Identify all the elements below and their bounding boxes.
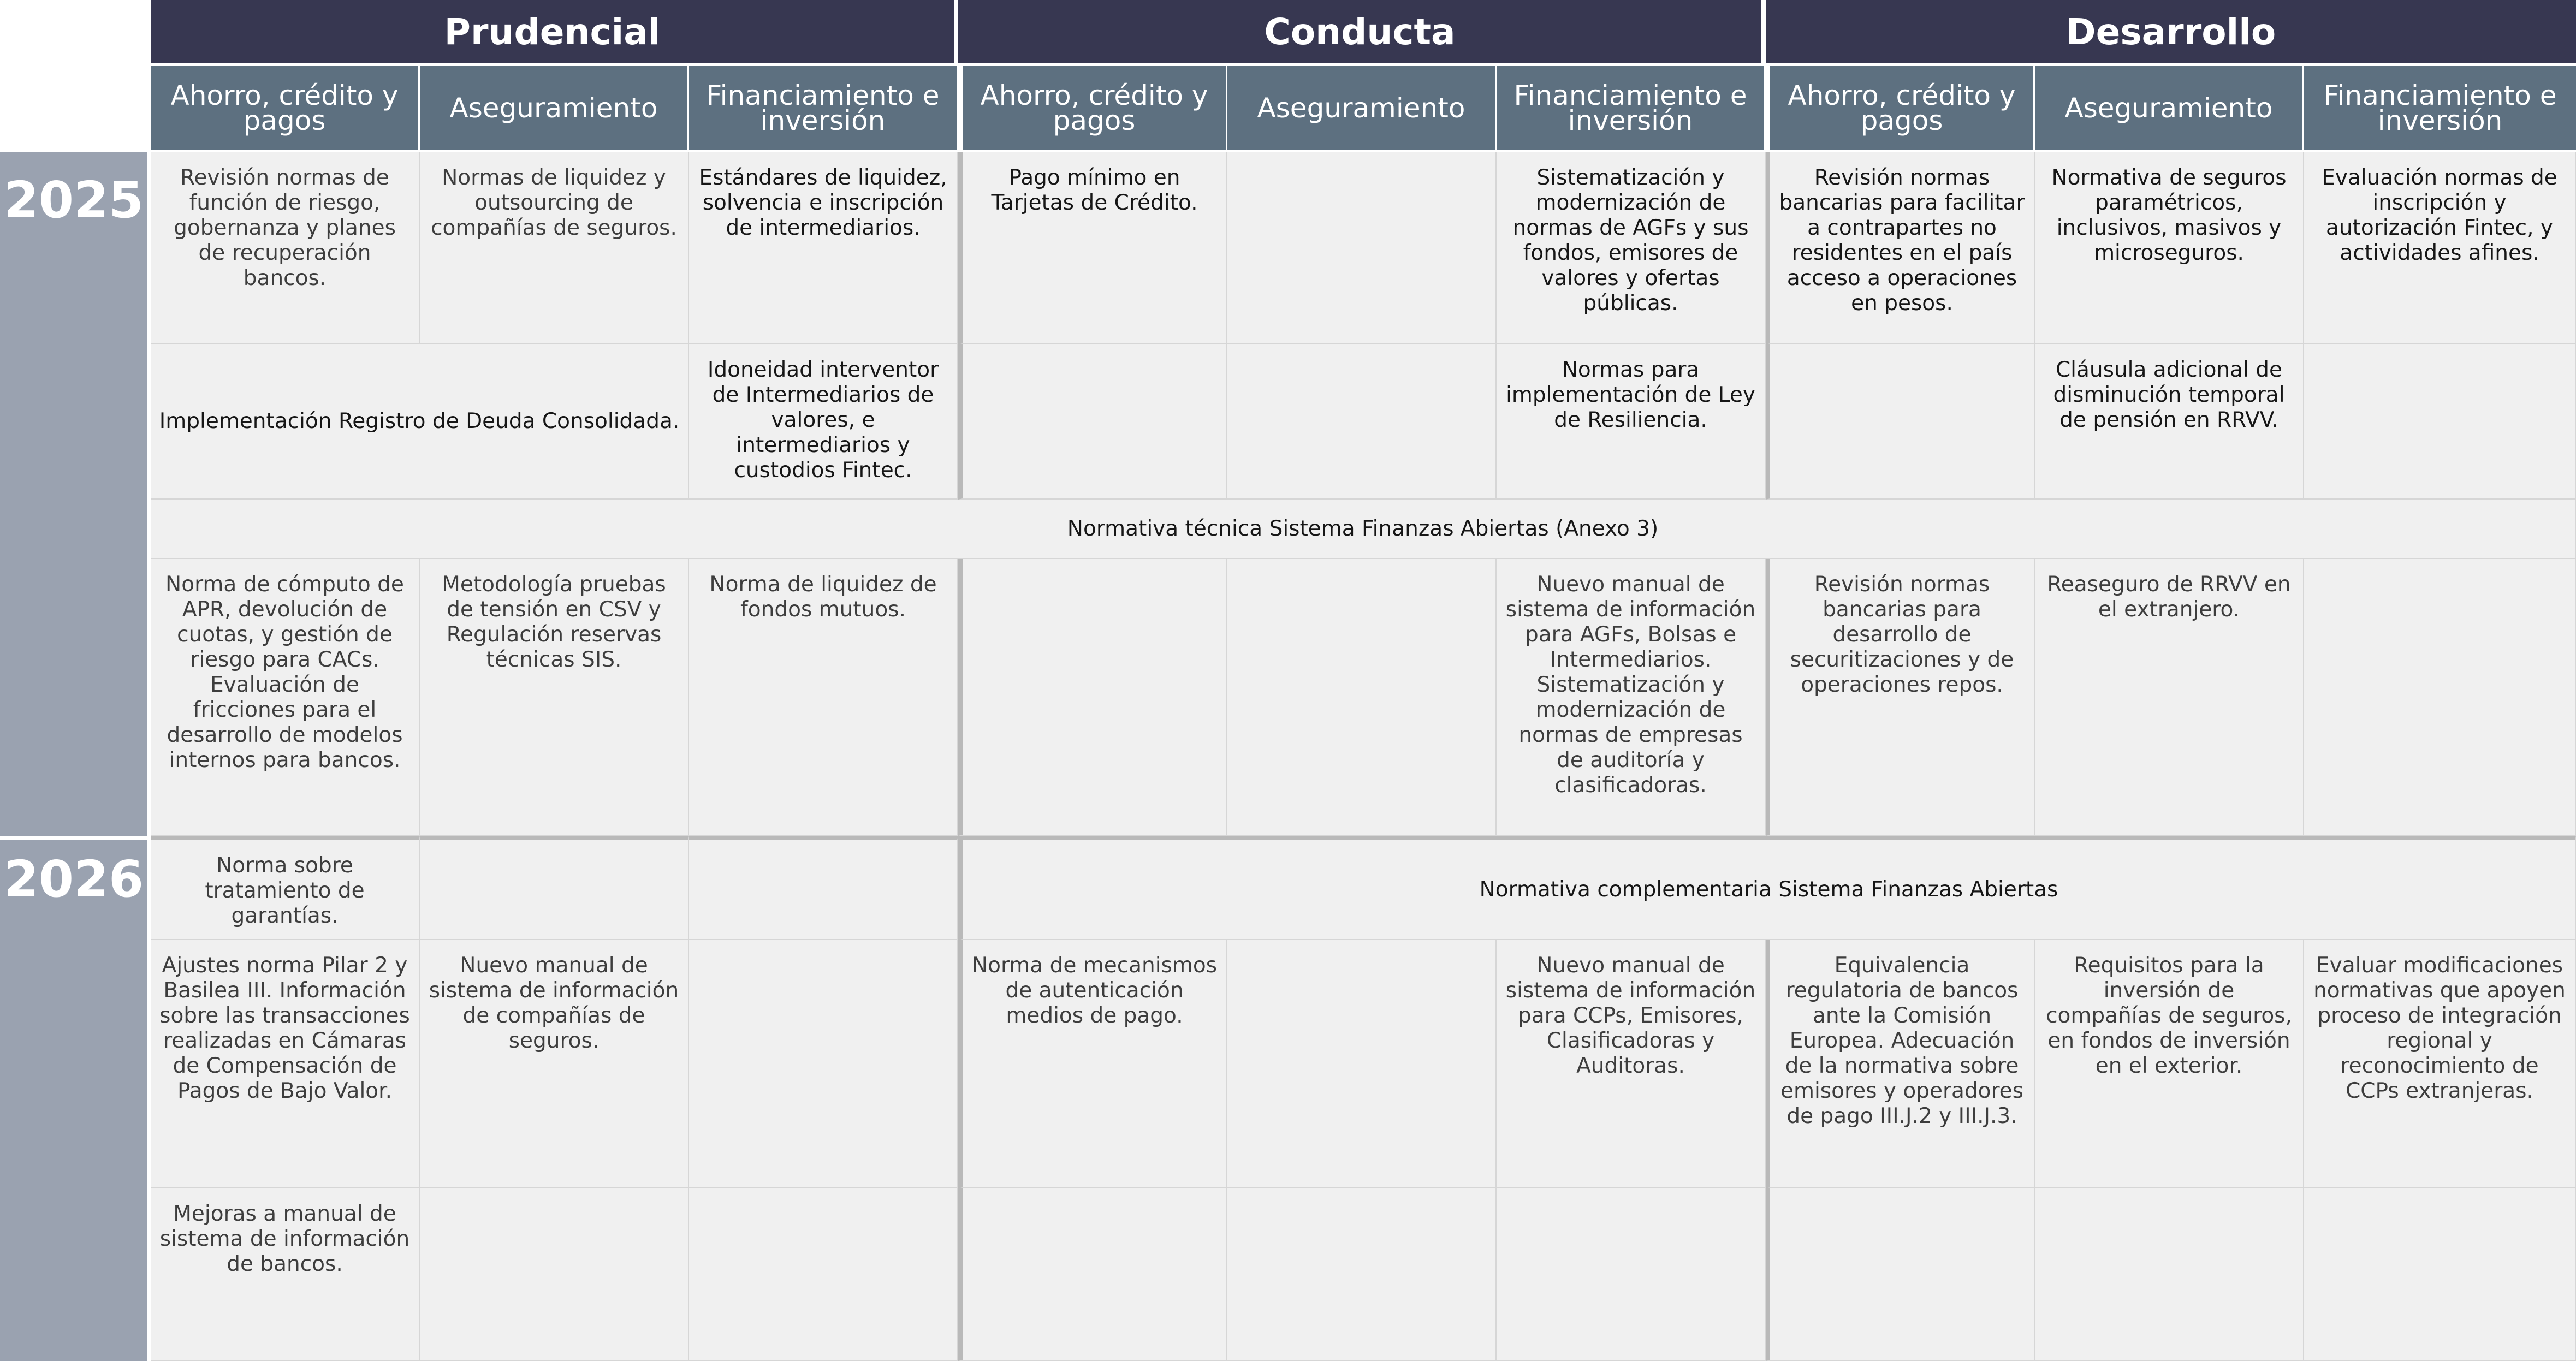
group-header-desarrollo: Desarrollo — [1766, 0, 2576, 66]
group-header-conducta: Conducta — [958, 0, 1766, 66]
table-cell — [958, 559, 1227, 836]
table-cell: Norma sobre tratamiento de garantías. — [151, 836, 420, 940]
table-cell — [2304, 1188, 2576, 1361]
table-cell-full-span: Normativa técnica Sistema Finanzas Abiertas (Anexo 3) — [151, 500, 2576, 559]
table-cell — [2035, 1188, 2304, 1361]
table-cell: Normas de liquidez y outsourcing de compañías de seguros. — [420, 152, 689, 344]
subheader-desarrollo-aseguramiento: Aseguramiento — [2035, 66, 2304, 152]
table-cell — [420, 836, 689, 940]
table-cell — [1227, 940, 1497, 1188]
table-cell — [1766, 344, 2035, 500]
table-cell: Evaluar modificaciones normativas que apoyen proceso de integración regional y reconocimiento de CCPs extranjeras. — [2304, 940, 2576, 1188]
table-cell: Normativa de seguros paramétricos, inclusivos, masivos y microseguros. — [2035, 152, 2304, 344]
table-cell: Idoneidad interventor de Intermediarios de valores, e intermediarios y custodios Fintec. — [689, 344, 958, 500]
subheader-prudencial-financiamiento: Financiamiento e inversión — [689, 66, 958, 152]
table-cell: Mejoras a manual de sistema de información de bancos. — [151, 1188, 420, 1361]
table-cell — [1227, 1188, 1497, 1361]
table-cell: Revisión normas bancarias para desarrollo de securitizaciones y de operaciones repos. — [1766, 559, 2035, 836]
table-cell — [689, 836, 958, 940]
subheader-desarrollo-ahorro: Ahorro, crédito y pagos — [1766, 66, 2035, 152]
year-label-2026: 2026 — [0, 836, 151, 1361]
table-cell: Normas para implementación de Ley de Resiliencia. — [1497, 344, 1766, 500]
table-cell — [1227, 152, 1497, 344]
table-cell — [1227, 559, 1497, 836]
table-cell — [958, 344, 1227, 500]
corner-blank — [0, 0, 151, 152]
table-cell: Metodología pruebas de tensión en CSV y Regulación reservas técnicas SIS. — [420, 559, 689, 836]
subheader-desarrollo-financiamiento: Financiamiento e inversión — [2304, 66, 2576, 152]
table-cell: Reaseguro de RRVV en el extranjero. — [2035, 559, 2304, 836]
table-cell-span: Implementación Registro de Deuda Consolidada. — [151, 344, 689, 500]
table-cell: Pago mínimo en Tarjetas de Crédito. — [958, 152, 1227, 344]
table-cell: Norma de mecanismos de autenticación medios de pago. — [958, 940, 1227, 1188]
table-cell: Evaluación normas de inscripción y autorización Fintec, y actividades afines. — [2304, 152, 2576, 344]
subheader-conducta-aseguramiento: Aseguramiento — [1227, 66, 1497, 152]
table-cell: Norma de cómputo de APR, devolución de cuotas, y gestión de riesgo para CACs. Evaluación de fricciones para el desarrollo de modelos internos para bancos. — [151, 559, 420, 836]
table-cell: Sistematización y modernización de normas de AGFs y sus fondos, emisores de valores y ofertas públicas. — [1497, 152, 1766, 344]
group-header-prudencial: Prudencial — [151, 0, 958, 66]
table-cell — [1766, 1188, 2035, 1361]
table-cell: Revisión normas bancarias para facilitar a contrapartes no residentes en el país acceso a operaciones en pesos. — [1766, 152, 2035, 344]
table-cell — [1497, 1188, 1766, 1361]
subheader-prudencial-ahorro: Ahorro, crédito y pagos — [151, 66, 420, 152]
table-cell — [1227, 344, 1497, 500]
table-cell: Equivalencia regulatoria de bancos ante la Comisión Europea. Adecuación de la normativa sobre emisores y operadores de pago III.J.2 y III.J.3. — [1766, 940, 2035, 1188]
subheader-prudencial-aseguramiento: Aseguramiento — [420, 66, 689, 152]
table-cell-span: Normativa complementaria Sistema Finanzas Abiertas — [958, 836, 2576, 940]
table-cell — [2304, 559, 2576, 836]
table-cell — [958, 1188, 1227, 1361]
table-cell: Nuevo manual de sistema de información para AGFs, Bolsas e Intermediarios. Sistematización y modernización de normas de empresas de auditoría y clasificadoras. — [1497, 559, 1766, 836]
year-label-2025: 2025 — [0, 152, 151, 836]
table-cell: Ajustes norma Pilar 2 y Basilea III. Información sobre las transacciones realizadas en Cámaras de Compensación de Pagos de Bajo Valor. — [151, 940, 420, 1188]
table-cell — [689, 940, 958, 1188]
table-cell — [689, 1188, 958, 1361]
table-cell: Nuevo manual de sistema de información para CCPs, Emisores, Clasificadoras y Auditoras. — [1497, 940, 1766, 1188]
table-cell: Norma de liquidez de fondos mutuos. — [689, 559, 958, 836]
table-cell: Revisión normas de función de riesgo, gobernanza y planes de recuperación bancos. — [151, 152, 420, 344]
table-cell: Requisitos para la inversión de compañías de seguros, en fondos de inversión en el exterior. — [2035, 940, 2304, 1188]
table-cell: Nuevo manual de sistema de información de compañías de seguros. — [420, 940, 689, 1188]
table-cell: Estándares de liquidez, solvencia e inscripción de intermediarios. — [689, 152, 958, 344]
subheader-conducta-ahorro: Ahorro, crédito y pagos — [958, 66, 1227, 152]
subheader-conducta-financiamiento: Financiamiento e inversión — [1497, 66, 1766, 152]
table-cell — [2304, 344, 2576, 500]
table-cell: Cláusula adicional de disminución temporal de pensión en RRVV. — [2035, 344, 2304, 500]
table-cell — [420, 1188, 689, 1361]
